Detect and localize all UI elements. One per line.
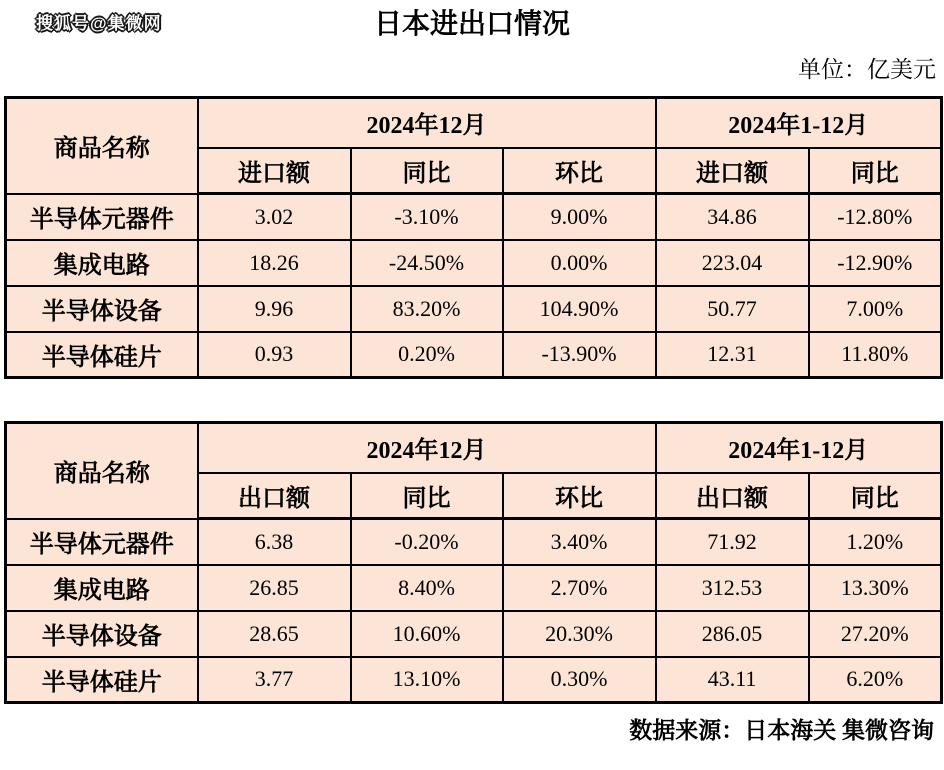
value-cell: 3.02	[198, 194, 351, 240]
product-name-cell: 集成电路	[6, 565, 198, 611]
table-row	[6, 565, 942, 611]
value-cell: -0.20%	[351, 519, 503, 565]
product-name-cell: 集成电路	[6, 240, 198, 286]
value-cell: 0.20%	[351, 332, 503, 378]
value-cell: -12.80%	[809, 194, 942, 240]
table-row	[6, 240, 942, 286]
value-cell: -13.90%	[503, 332, 656, 378]
value-cell: -24.50%	[351, 240, 503, 286]
table-row	[6, 611, 942, 657]
sub-header: 进口额	[198, 148, 351, 194]
product-name-cell: 半导体元器件	[6, 194, 198, 240]
value-cell: 27.20%	[809, 611, 942, 657]
value-cell: 6.38	[198, 519, 351, 565]
table-row	[6, 332, 942, 378]
value-cell: -12.90%	[809, 240, 942, 286]
period-header-fullyear: 2024年1-12月	[656, 423, 942, 473]
value-cell: 9.96	[198, 286, 351, 332]
product-name-cell: 半导体硅片	[6, 657, 198, 703]
value-cell: 20.30%	[503, 611, 656, 657]
value-cell: 8.40%	[351, 565, 503, 611]
sub-header: 同比	[351, 473, 503, 519]
sub-header: 环比	[503, 148, 656, 194]
value-cell: 1.20%	[809, 519, 942, 565]
sub-header: 环比	[503, 473, 656, 519]
value-cell: 71.92	[656, 519, 809, 565]
product-name-cell: 半导体设备	[6, 611, 198, 657]
value-cell: 7.00%	[809, 286, 942, 332]
period-header-dec: 2024年12月	[198, 98, 656, 148]
table-row	[6, 194, 942, 240]
value-cell: 312.53	[656, 565, 809, 611]
sub-header: 进口额	[656, 148, 809, 194]
sub-header: 同比	[809, 148, 942, 194]
value-cell: 11.80%	[809, 332, 942, 378]
corner-header: 商品名称	[6, 423, 198, 519]
value-cell: 223.04	[656, 240, 809, 286]
product-name-cell: 半导体硅片	[6, 332, 198, 378]
value-cell: 50.77	[656, 286, 809, 332]
value-cell: 83.20%	[351, 286, 503, 332]
value-cell: 26.85	[198, 565, 351, 611]
table-row	[6, 657, 942, 703]
period-header-dec: 2024年12月	[198, 423, 656, 473]
value-cell: 9.00%	[503, 194, 656, 240]
export-table	[4, 421, 943, 704]
data-source-note: 数据来源：日本海关 集微咨询	[629, 718, 934, 743]
product-name-cell: 半导体元器件	[6, 519, 198, 565]
sub-header: 出口额	[198, 473, 351, 519]
value-cell: 104.90%	[503, 286, 656, 332]
value-cell: 34.86	[656, 194, 809, 240]
export-table-header-row-1	[6, 423, 942, 473]
page-title: 日本进出口情况	[373, 9, 570, 40]
corner-header: 商品名称	[6, 98, 198, 194]
import-table	[4, 96, 943, 379]
value-cell: 0.93	[198, 332, 351, 378]
table-row	[6, 519, 942, 565]
sohu-account-watermark: 搜狐号@集微网	[36, 14, 162, 33]
value-cell: 286.05	[656, 611, 809, 657]
table-row	[6, 286, 942, 332]
value-cell: 0.00%	[503, 240, 656, 286]
import-table-header-row-1	[6, 98, 942, 148]
sub-header: 同比	[351, 148, 503, 194]
value-cell: 10.60%	[351, 611, 503, 657]
unit-note: 单位：亿美元	[798, 57, 936, 82]
period-header-fullyear: 2024年1-12月	[656, 98, 942, 148]
sub-header: 出口额	[656, 473, 809, 519]
value-cell: 13.10%	[351, 657, 503, 703]
sub-header: 同比	[809, 473, 942, 519]
value-cell: 12.31	[656, 332, 809, 378]
value-cell: 3.40%	[503, 519, 656, 565]
value-cell: 0.30%	[503, 657, 656, 703]
value-cell: 43.11	[656, 657, 809, 703]
value-cell: 3.77	[198, 657, 351, 703]
value-cell: 28.65	[198, 611, 351, 657]
value-cell: 6.20%	[809, 657, 942, 703]
value-cell: -3.10%	[351, 194, 503, 240]
value-cell: 2.70%	[503, 565, 656, 611]
value-cell: 13.30%	[809, 565, 942, 611]
value-cell: 18.26	[198, 240, 351, 286]
product-name-cell: 半导体设备	[6, 286, 198, 332]
